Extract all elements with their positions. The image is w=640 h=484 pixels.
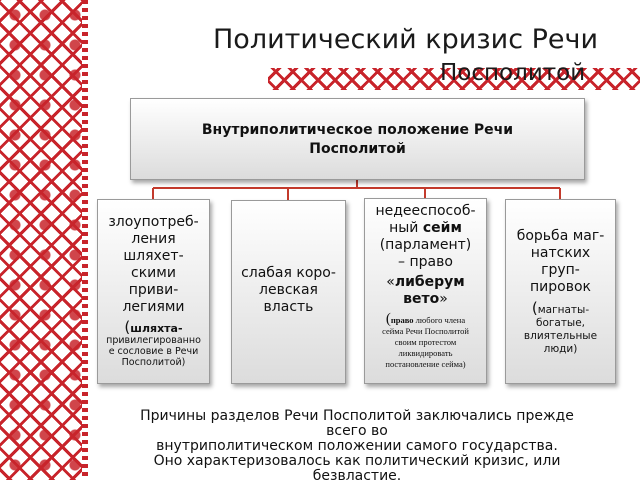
text-line: злоупотреб-	[108, 214, 199, 230]
note-line: постановление сейма)	[385, 359, 466, 369]
text-line: (парламент)	[379, 237, 472, 253]
main-box-line2: Посполитой	[309, 141, 406, 157]
text-line: скими	[131, 265, 176, 281]
term-shlyakhta: шляхта	[130, 322, 178, 335]
text-line: натских	[530, 245, 591, 261]
page-title-line1: Политический кризис Речи	[213, 24, 599, 55]
box-sejm-text	[365, 203, 486, 308]
text-line: приви-	[128, 282, 179, 298]
text-fragment: ный	[389, 220, 423, 236]
text-line: шляхет-	[123, 248, 184, 264]
paren: (	[531, 299, 538, 317]
text-line: груп-	[541, 262, 580, 278]
box-sejm	[364, 198, 487, 384]
summary-line: Оно характеризовалось как политический кризис, или	[153, 453, 561, 469]
box-privileges-text	[98, 214, 209, 316]
text-line: недееспособ-	[375, 203, 476, 219]
paren: (	[124, 318, 131, 336]
box-magnates-note	[506, 299, 615, 356]
box-magnates-text	[506, 228, 615, 296]
text-line: левская	[259, 282, 318, 298]
note-line: Посполитой)	[121, 357, 186, 368]
text-line: борьба маг-	[516, 228, 605, 244]
note-line: люди)	[543, 343, 578, 355]
summary-line: всего во	[326, 423, 388, 439]
note-line: любого члена	[413, 315, 466, 325]
term-sejm: сейм	[422, 220, 462, 236]
note-line: магнаты-	[537, 304, 590, 316]
page-title-line2: Посполитой	[440, 60, 586, 86]
quote-open: «	[386, 274, 395, 290]
note-line: привилегированно	[106, 335, 201, 346]
summary-line: безвластие.	[312, 468, 402, 484]
box-privileges-note	[98, 318, 209, 368]
box-royal-power	[231, 200, 346, 384]
box-magnates	[505, 199, 616, 384]
dash: -	[177, 322, 183, 335]
quote-close: »	[439, 291, 448, 307]
note-line: сейма Речи Посполитой	[382, 326, 469, 336]
box-royal-power-text	[232, 265, 345, 316]
main-box-line1: Внутриполитическое положение Речи	[201, 122, 514, 138]
main-box	[130, 98, 585, 180]
box-sejm-note	[365, 311, 486, 370]
note-line: влиятельные	[523, 330, 598, 342]
note-line: е сословие в Речи	[108, 346, 199, 357]
box-privileges	[97, 199, 210, 384]
summary-line: внутриполитическом положении самого государства.	[156, 438, 558, 454]
summary-line: Причины разделов Речи Посполитой заключались прежде	[140, 408, 574, 424]
term-veto: вето	[403, 291, 440, 307]
text-line: слабая коро-	[241, 265, 336, 281]
note-line: своим протестом	[394, 337, 457, 347]
note-line: богатые,	[535, 317, 586, 329]
text-line: – право	[398, 254, 453, 270]
term-pravo: право	[390, 315, 414, 325]
text-line: ления	[131, 231, 176, 247]
term-liberum: либерум	[394, 274, 465, 290]
text-line: власть	[263, 299, 314, 315]
paren: (	[385, 311, 391, 327]
summary-text	[113, 409, 601, 484]
text-line: легиями	[122, 299, 185, 315]
text-line: пировок	[530, 279, 591, 295]
note-line: ликвидировать	[398, 348, 453, 358]
